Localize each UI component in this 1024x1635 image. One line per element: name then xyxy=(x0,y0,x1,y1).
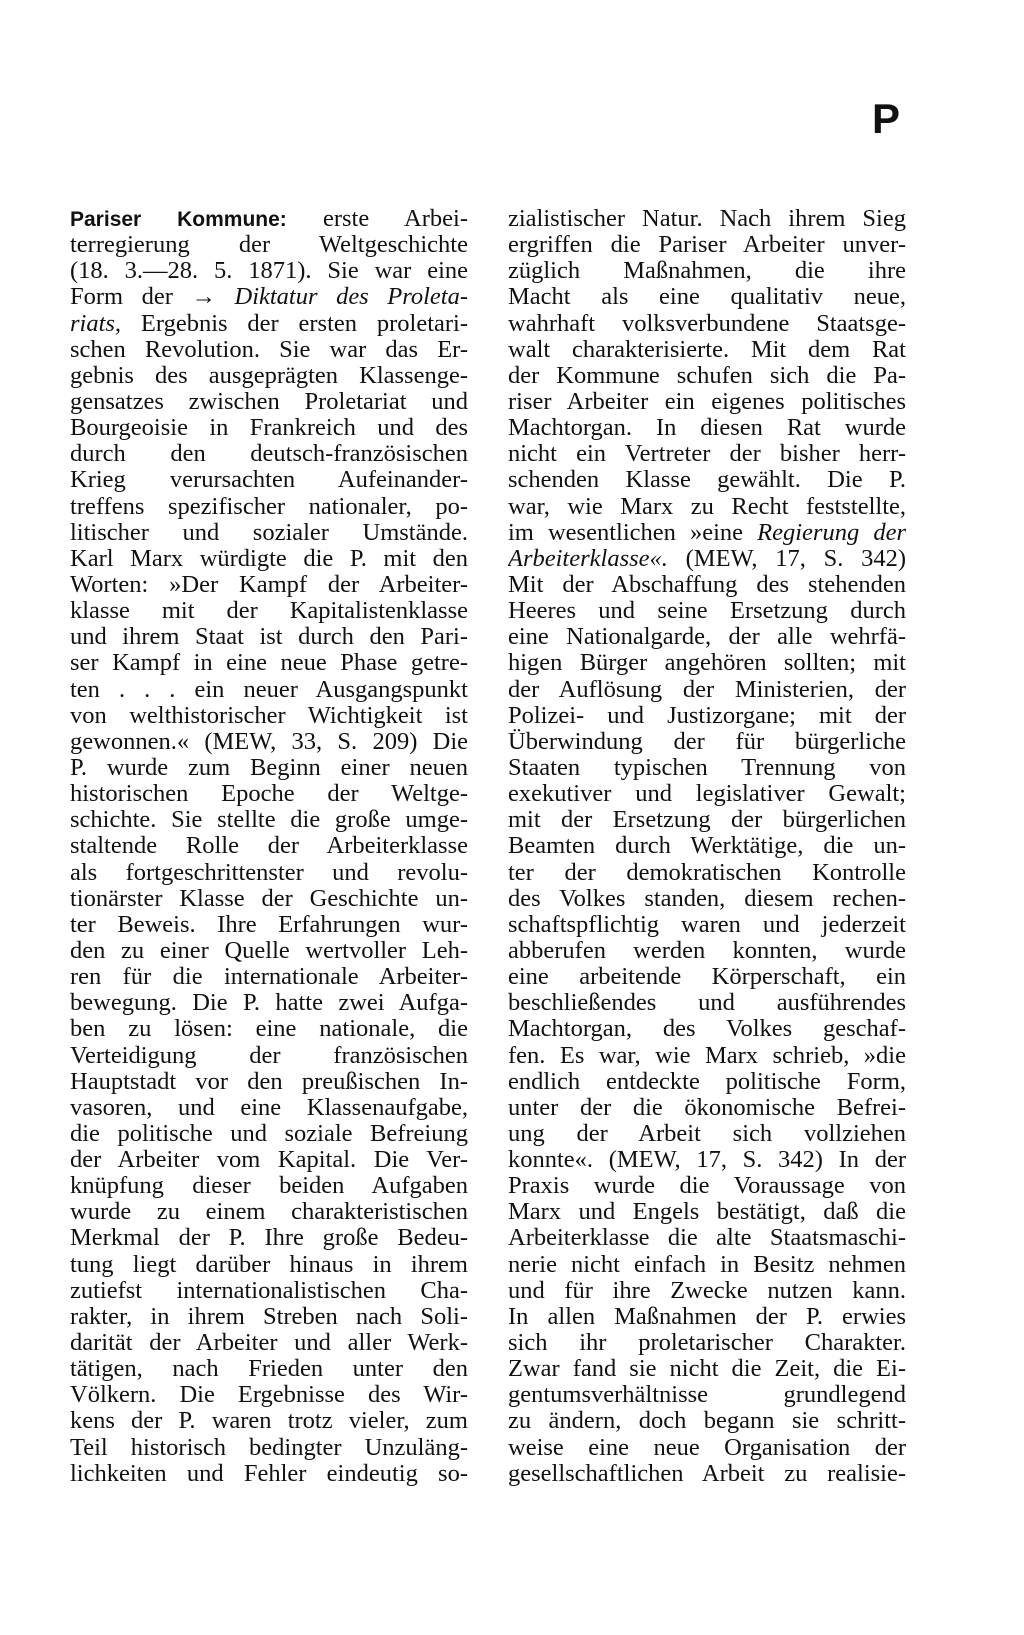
text-line xyxy=(70,729,468,755)
text-line xyxy=(70,1016,468,1042)
text-segment: Völkern. Die Ergebnisse des Wir- xyxy=(70,1382,468,1409)
text-segment: schaftspflichtig waren und jederzeit xyxy=(508,911,906,938)
text-line xyxy=(508,1069,906,1095)
text-line xyxy=(70,1199,468,1225)
text-line xyxy=(70,755,468,781)
text-line xyxy=(508,1408,906,1434)
text-line xyxy=(70,206,468,232)
text-segment: des Volkes standen, diesem rechen- xyxy=(508,885,906,912)
text-line xyxy=(70,807,468,833)
text-segment: den zu einer Quelle wertvoller Leh- xyxy=(70,937,468,964)
text-segment: ren für die internationale Arbeiter- xyxy=(70,964,468,991)
text-segment: gesellschaftlichen Arbeit zu realisie- xyxy=(508,1460,906,1487)
text-segment: Form der → xyxy=(70,284,235,311)
text-segment: darität der Arbeiter und aller Werk- xyxy=(70,1330,468,1357)
text-segment: wahrhaft volksverbundene Staatsge- xyxy=(508,310,906,337)
text-segment: gebnis des ausgeprägten Klassenge- xyxy=(70,362,468,389)
text-segment: erste Arbei- xyxy=(286,206,468,232)
text-segment: terregierung der Weltgeschichte xyxy=(70,232,468,259)
text-segment: Hauptstadt vor den preußischen In- xyxy=(70,1068,468,1095)
text-line xyxy=(70,1173,468,1199)
text-segment: litischer und sozialer Umstände. xyxy=(70,519,468,546)
text-segment: züglich Maßnahmen, die ihre xyxy=(508,258,906,285)
text-line xyxy=(70,1304,468,1330)
text-line xyxy=(70,624,468,650)
text-segment: Staaten typischen Trennung von xyxy=(508,754,906,781)
text-segment: lichkeiten und Fehler eindeutig so- xyxy=(70,1460,468,1487)
text-segment: ung der Arbeit sich vollziehen xyxy=(508,1120,906,1147)
text-segment: die politische und soziale Befreiung xyxy=(70,1120,468,1147)
text-segment: Zwar fand sie nicht die Zeit, die Ei- xyxy=(508,1356,906,1383)
text-line xyxy=(70,520,468,546)
text-line xyxy=(508,755,906,781)
text-segment: Ergebnis der ersten proletari- xyxy=(121,310,468,337)
text-segment: (MEW, 17, S. 342) xyxy=(667,545,906,572)
emphasized-text: riats, xyxy=(70,310,122,337)
text-line xyxy=(508,886,906,912)
text-segment: staltende Rolle der Arbeiterklasse xyxy=(70,833,468,860)
text-line xyxy=(70,467,468,493)
text-segment: Teil historisch bedingter Unzuläng- xyxy=(70,1434,468,1461)
text-line xyxy=(70,860,468,886)
text-segment: tionärster Klasse der Geschichte un- xyxy=(70,885,468,912)
text-segment: ser Kampf in eine neue Phase getre- xyxy=(70,650,468,677)
text-segment: nerie nicht einfach in Besitz nehmen xyxy=(508,1251,906,1278)
text-line xyxy=(70,833,468,859)
text-line xyxy=(70,572,468,598)
text-segment: In allen Maßnahmen der P. erwies xyxy=(508,1303,906,1330)
text-segment: durch den deutsch-französischen xyxy=(70,441,468,468)
text-line xyxy=(508,1304,906,1330)
text-segment: Karl Marx würdigte die P. mit den xyxy=(70,545,468,572)
text-line xyxy=(70,964,468,990)
text-line xyxy=(70,1147,468,1173)
text-segment: gewonnen.« (MEW, 33, S. 209) Die xyxy=(70,728,468,755)
text-segment: fen. Es war, wie Marx schrieb, »die xyxy=(508,1042,906,1069)
text-segment: war, wie Marx zu Recht feststellte, xyxy=(508,493,906,520)
text-line xyxy=(508,363,906,389)
text-segment: vasoren, und eine Klassenaufgabe, xyxy=(70,1094,468,1121)
text-segment: abberufen werden konnten, wurde xyxy=(508,937,906,964)
text-segment: wurde zu einem charakteristischen xyxy=(70,1199,468,1226)
text-segment: nicht ein Vertreter der bisher herr- xyxy=(508,441,906,468)
text-line xyxy=(508,1356,906,1382)
text-segment: Merkmal der P. Ihre große Bedeu- xyxy=(70,1225,468,1252)
text-segment: ergriffen die Pariser Arbeiter unver- xyxy=(508,232,906,259)
text-line xyxy=(70,1330,468,1356)
text-line xyxy=(70,232,468,258)
text-line xyxy=(70,1356,468,1382)
text-segment: Worten: »Der Kampf der Arbeiter- xyxy=(70,571,468,598)
text-segment: Praxis wurde die Voraussage von xyxy=(508,1173,906,1200)
text-segment: tätigen, nach Frieden unter den xyxy=(70,1356,468,1383)
text-line xyxy=(70,389,468,415)
text-line xyxy=(70,363,468,389)
text-line xyxy=(508,807,906,833)
text-line xyxy=(508,833,906,859)
text-segment: und ihrem Staat ist durch den Pari- xyxy=(70,624,468,651)
text-segment: Heeres und seine Ersetzung durch xyxy=(508,598,906,625)
text-segment: ter der demokratischen Kontrolle xyxy=(508,859,906,886)
text-line xyxy=(508,990,906,1016)
text-line xyxy=(70,1408,468,1434)
text-segment: gensatzes zwischen Proletariat und xyxy=(70,388,468,415)
text-line xyxy=(70,441,468,467)
text-line xyxy=(508,1199,906,1225)
text-segment: sich ihr proletarischer Charakter. xyxy=(508,1330,906,1357)
text-line xyxy=(508,311,906,337)
text-segment: Überwindung der für bürgerliche xyxy=(508,728,906,755)
text-segment: Macht als eine qualitativ neue, xyxy=(508,284,906,311)
text-line xyxy=(508,546,906,572)
text-segment: eine Nationalgarde, der alle wehrfä- xyxy=(508,624,906,651)
text-line xyxy=(508,912,906,938)
text-line xyxy=(70,284,468,310)
text-segment: Beamten durch Werktätige, die un- xyxy=(508,833,906,860)
text-segment: der Arbeiter vom Kapital. Die Ver- xyxy=(70,1147,468,1174)
text-line xyxy=(508,964,906,990)
text-line xyxy=(508,1252,906,1278)
emphasized-text: Regierung der xyxy=(757,519,906,546)
text-segment: Mit der Abschaffung des stehenden xyxy=(508,571,906,598)
text-line xyxy=(508,677,906,703)
section-letter: P xyxy=(872,95,901,142)
text-line xyxy=(70,1121,468,1147)
text-line xyxy=(70,938,468,964)
text-line xyxy=(508,206,906,232)
text-line xyxy=(508,938,906,964)
text-line xyxy=(70,546,468,572)
text-segment: konnte«. (MEW, 17, S. 342) In der xyxy=(508,1147,906,1174)
text-segment: ten . . . ein neuer Ausgangspunkt xyxy=(70,676,468,703)
text-segment: Machtorgan, des Volkes geschaf- xyxy=(508,1016,906,1043)
text-line xyxy=(70,781,468,807)
text-line xyxy=(508,337,906,363)
text-line xyxy=(508,729,906,755)
text-segment: beschließendes und ausführendes xyxy=(508,990,906,1017)
text-line xyxy=(70,1095,468,1121)
text-segment: historischen Epoche der Weltge- xyxy=(70,781,468,808)
text-segment: (18. 3.—28. 5. 1871). Sie war eine xyxy=(70,258,468,285)
text-segment: schichte. Sie stellte die große umge- xyxy=(70,807,468,834)
text-line xyxy=(70,1225,468,1251)
text-segment: schen Revolution. Sie war das Er- xyxy=(70,336,468,363)
text-segment: Marx und Engels bestätigt, daß die xyxy=(508,1199,906,1226)
right-text-column xyxy=(508,206,906,1487)
text-line xyxy=(70,1461,468,1487)
text-segment: exekutiver und legislativer Gewalt; xyxy=(508,781,906,808)
text-segment: Bourgeoisie in Frankreich und des xyxy=(70,415,468,442)
text-segment: und für ihre Zwecke nutzen kann. xyxy=(508,1277,906,1304)
text-line xyxy=(508,572,906,598)
text-segment: tung liegt darüber hinaus in ihrem xyxy=(70,1251,468,1278)
text-line xyxy=(508,1147,906,1173)
text-line xyxy=(70,415,468,441)
text-line xyxy=(70,650,468,676)
text-segment: von welthistorischer Wichtigkeit ist xyxy=(70,702,468,729)
text-line xyxy=(70,1382,468,1408)
text-segment: ben zu lösen: eine nationale, die xyxy=(70,1016,468,1043)
text-line xyxy=(508,520,906,546)
text-segment: Polizei- und Justizorgane; mit der xyxy=(508,702,906,729)
text-line xyxy=(508,1435,906,1461)
text-segment: rakter, in ihrem Streben nach Soli- xyxy=(70,1303,468,1330)
text-segment: Machtorgan. In diesen Rat wurde xyxy=(508,415,906,442)
left-text-column xyxy=(70,206,468,1487)
text-line xyxy=(70,1435,468,1461)
text-segment: treffens spezifischer nationaler, po- xyxy=(70,493,468,520)
text-line xyxy=(508,232,906,258)
text-line xyxy=(508,1043,906,1069)
text-line xyxy=(508,598,906,624)
text-line xyxy=(508,1278,906,1304)
text-line xyxy=(70,311,468,337)
text-segment: P. wurde zum Beginn einer neuen xyxy=(70,754,468,781)
text-segment: bewegung. Die P. hatte zwei Aufga- xyxy=(70,990,468,1017)
text-segment: unter der die ökonomische Befrei- xyxy=(508,1094,906,1121)
text-segment: der Auflösung der Ministerien, der xyxy=(508,676,906,703)
text-line xyxy=(508,494,906,520)
text-segment: zutiefst internationalistischen Cha- xyxy=(70,1277,468,1304)
text-segment: riser Arbeiter ein eigenes politisches xyxy=(508,388,906,415)
text-line xyxy=(508,258,906,284)
text-line xyxy=(508,860,906,886)
text-line xyxy=(70,1043,468,1069)
text-segment: kens der P. waren trotz vieler, zum xyxy=(70,1408,468,1435)
text-segment: zialistischer Natur. Nach ihrem Sieg xyxy=(508,206,906,232)
text-line xyxy=(508,389,906,415)
text-line xyxy=(508,1173,906,1199)
text-line xyxy=(70,886,468,912)
text-segment: weise eine neue Organisation der xyxy=(508,1434,906,1461)
text-line xyxy=(508,1016,906,1042)
text-segment: walt charakterisierte. Mit dem Rat xyxy=(508,336,906,363)
text-line xyxy=(508,650,906,676)
text-line xyxy=(70,598,468,624)
text-segment: im wesentlichen »eine xyxy=(508,519,758,546)
text-segment: der Kommune schufen sich die Pa- xyxy=(508,362,906,389)
text-line xyxy=(70,912,468,938)
text-segment: Verteidigung der französischen xyxy=(70,1042,468,1069)
text-segment: als fortgeschrittenster und revolu- xyxy=(70,859,468,886)
text-line xyxy=(70,677,468,703)
text-line xyxy=(70,703,468,729)
text-line xyxy=(70,494,468,520)
text-line xyxy=(508,1121,906,1147)
text-line xyxy=(70,337,468,363)
text-line xyxy=(508,415,906,441)
text-segment: zu ändern, doch begann sie schritt- xyxy=(508,1408,906,1435)
text-line xyxy=(508,703,906,729)
text-segment: klasse mit der Kapitalistenklasse xyxy=(70,598,468,625)
text-segment: eine arbeitende Körperschaft, ein xyxy=(508,964,906,991)
text-segment: gentumsverhältnisse grundlegend xyxy=(508,1382,906,1409)
text-segment: Arbeiterklasse die alte Staatsmaschi- xyxy=(508,1225,906,1252)
text-line xyxy=(508,467,906,493)
text-line xyxy=(508,781,906,807)
text-line xyxy=(508,1382,906,1408)
text-line xyxy=(508,1330,906,1356)
text-segment: Krieg verursachten Aufeinander- xyxy=(70,467,468,494)
text-line xyxy=(508,1461,906,1487)
emphasized-text: Diktatur des Proleta- xyxy=(234,284,468,311)
text-segment: knüpfung dieser beiden Aufgaben xyxy=(70,1173,468,1200)
text-line xyxy=(70,1278,468,1304)
text-segment: ter Beweis. Ihre Erfahrungen wur- xyxy=(70,911,468,938)
text-line xyxy=(508,441,906,467)
entry-headword: Pariser Kommune: xyxy=(70,208,287,231)
text-segment: schenden Klasse gewählt. Die P. xyxy=(508,467,906,494)
text-line xyxy=(70,258,468,284)
text-segment: endlich entdeckte politische Form, xyxy=(508,1068,906,1095)
text-line xyxy=(70,1252,468,1278)
text-segment: higen Bürger angehören sollten; mit xyxy=(508,650,906,677)
text-segment: mit der Ersetzung der bürgerlichen xyxy=(508,807,906,834)
text-line xyxy=(508,1095,906,1121)
text-line xyxy=(508,624,906,650)
emphasized-text: Arbeiterklasse«. xyxy=(508,545,668,572)
text-line xyxy=(508,1225,906,1251)
text-line xyxy=(70,1069,468,1095)
text-line xyxy=(70,990,468,1016)
text-line xyxy=(508,284,906,310)
